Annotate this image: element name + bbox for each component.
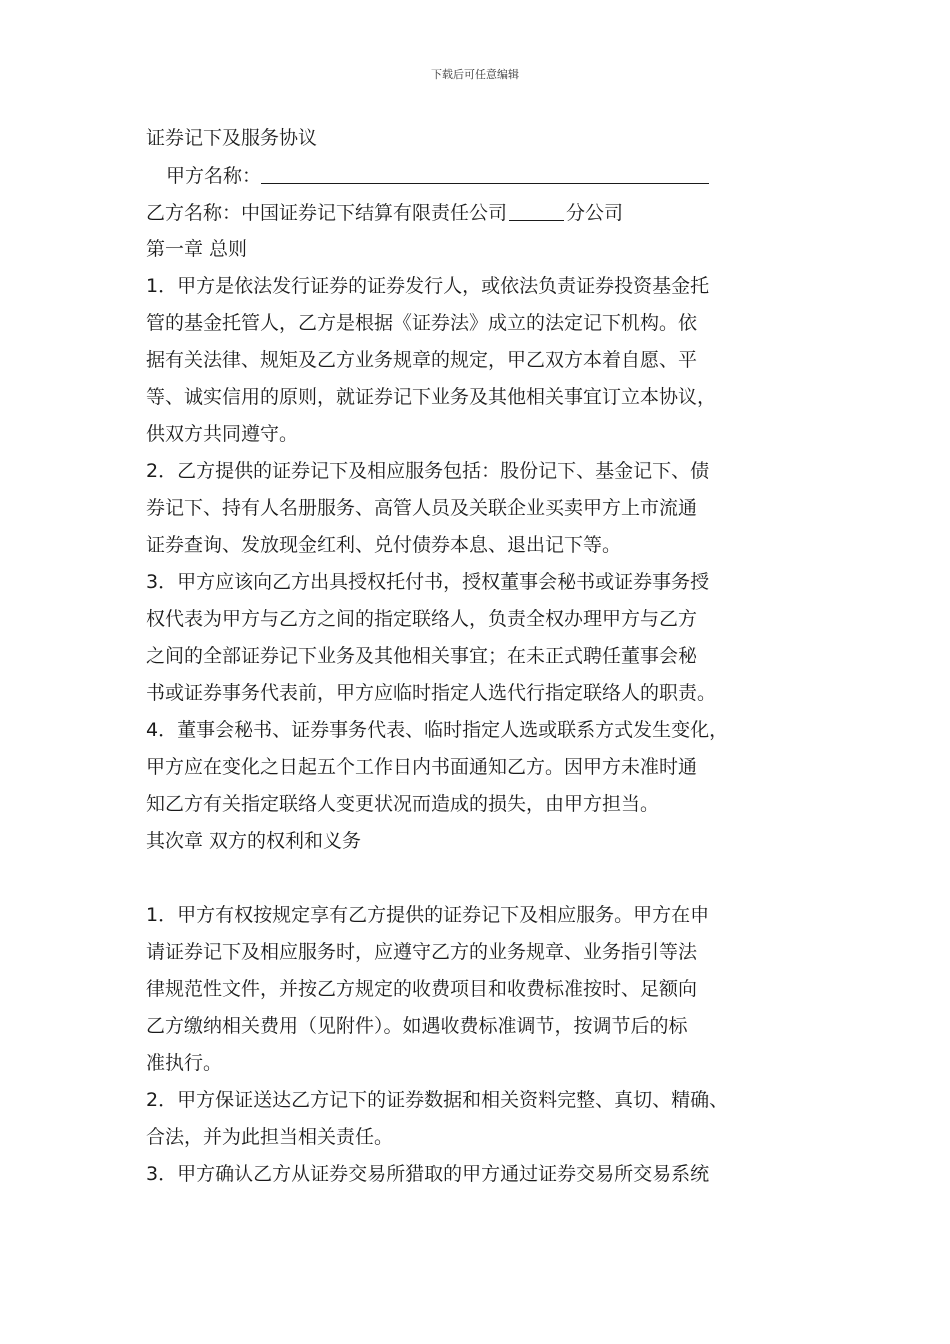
paragraph-line: 准执行。 xyxy=(146,1052,223,1074)
paragraph-line: 证券查询、发放现金红利、兑付债券本息、退出记下等。 xyxy=(146,534,622,556)
page-header-note: 下载后可任意编辑 xyxy=(431,68,519,81)
paragraph-line: 2．甲方保证送达乙方记下的证券数据和相关资料完整、真切、精确、 xyxy=(146,1089,729,1111)
paragraph-line: 甲方应在变化之日起五个工作日内书面通知乙方。因甲方未准时通 xyxy=(146,756,698,778)
paragraph-line: 3．甲方确认乙方从证券交易所猎取的甲方通过证券交易所交易系统 xyxy=(146,1163,710,1185)
paragraph-line: 乙方缴纳相关费用（见附件）。如遇收费标准调节，按调节后的标 xyxy=(146,1015,688,1037)
paragraph-line: 4．董事会秘书、证券事务代表、临时指定人选或联系方式发生变化， xyxy=(146,719,729,741)
document-body xyxy=(146,120,826,1193)
paragraph-line: 1．甲方是依法发行证券的证券发行人，或依法负责证券投资基金托 xyxy=(146,275,710,297)
paragraph-line: 权代表为甲方与乙方之间的指定联络人，负责全权办理甲方与乙方 xyxy=(146,608,698,630)
paragraph-line: 供双方共同遵守。 xyxy=(146,423,299,445)
paragraph-line: 请证券记下及相应服务时，应遵守乙方的业务规章、业务指引等法 xyxy=(146,941,698,963)
paragraph-line: 之间的全部证券记下业务及其他相关事宜；在未正式聘任董事会秘 xyxy=(146,645,698,667)
party-a-label: 甲方名称： xyxy=(166,165,262,187)
paragraph-line: 律规范性文件，并按乙方规定的收费项目和收费标准按时、足额向 xyxy=(146,978,698,1000)
party-b-line xyxy=(146,194,826,231)
paragraph-line: 书或证券事务代表前，甲方应临时指定人选代行指定联络人的职责。 xyxy=(146,682,717,704)
paragraph-line: 3．甲方应该向乙方出具授权托付书，授权董事会秘书或证券事务授 xyxy=(146,571,710,593)
party-b-blank xyxy=(509,194,564,221)
paragraph-line: 知乙方有关指定联络人变更状况而造成的损失，由甲方担当。 xyxy=(146,793,660,815)
party-b-label: 乙方名称：中国证券记下结算有限责任公司 xyxy=(146,202,508,224)
party-a-line xyxy=(146,157,826,194)
paragraph-line: 2．乙方提供的证券记下及相应服务包括：股份记下、基金记下、债 xyxy=(146,460,710,482)
paragraph-line: 1．甲方有权按规定享有乙方提供的证券记下及相应服务。甲方在申 xyxy=(146,904,710,926)
document-title: 证券记下及服务协议 xyxy=(146,127,318,149)
blank-spacer xyxy=(146,860,826,897)
party-b-suffix: 分公司 xyxy=(566,202,624,224)
party-a-blank xyxy=(261,157,709,184)
paragraph-line: 合法，并为此担当相关责任。 xyxy=(146,1126,394,1148)
chapter-2-heading: 其次章 双方的权利和义务 xyxy=(146,830,362,852)
paragraph-line: 管的基金托管人，乙方是根据《证券法》成立的法定记下机构。依 xyxy=(146,312,698,334)
paragraph-line: 据有关法律、规矩及乙方业务规章的规定，甲乙双方本着自愿、平 xyxy=(146,349,698,371)
paragraph-line: 等、诚实信用的原则，就证券记下业务及其他相关事宜订立本协议， xyxy=(146,386,717,408)
chapter-1-heading: 第一章 总则 xyxy=(146,238,248,260)
paragraph-line: 券记下、持有人名册服务、高管人员及关联企业买卖甲方上市流通 xyxy=(146,497,698,519)
